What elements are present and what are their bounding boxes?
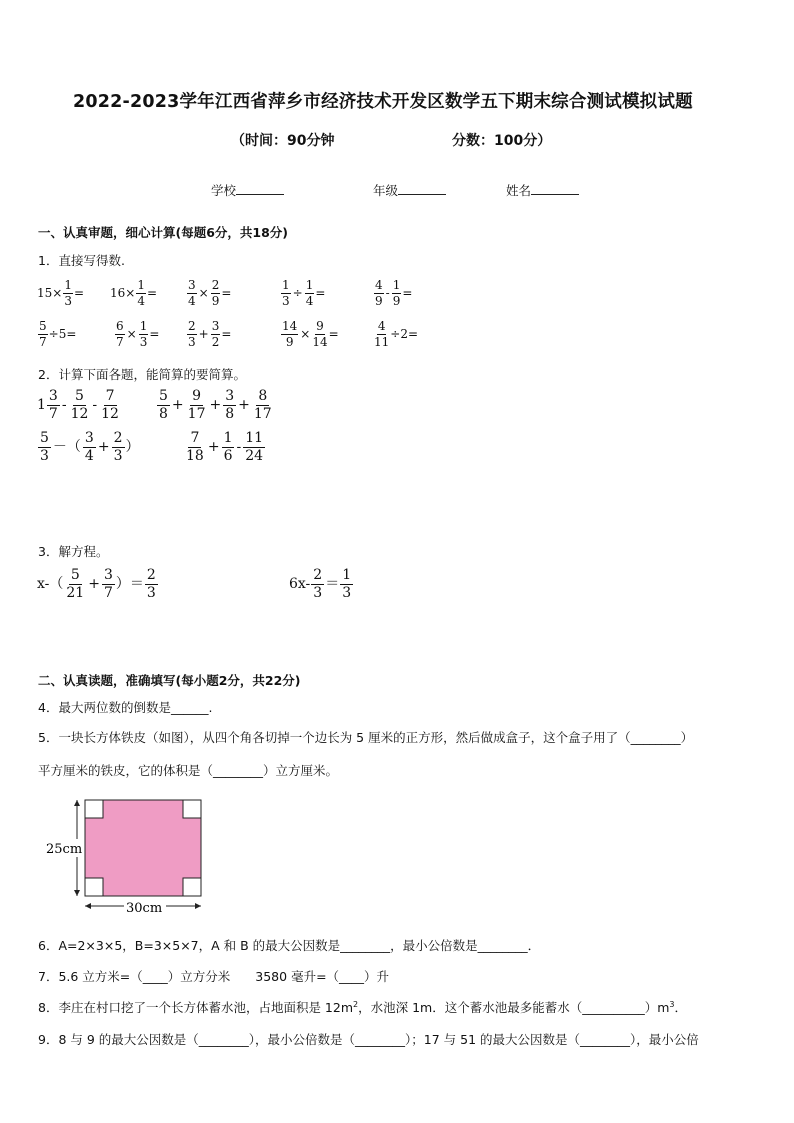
q6: 6．A=2×3×5，B=3×5×7，A 和 B 的最大公因数是________，最小公倍数是________． — [38, 938, 541, 953]
q2-expression: $\frac{5}{8}$ + $\frac{9}{17}$ + $\frac{3}{8}$ + $\frac{8}{17}$ — [159, 388, 272, 422]
name-blank[interactable] — [531, 182, 579, 195]
q5-line2: 平方厘米的铁皮，它的体积是（________）立方厘米。 — [38, 763, 339, 778]
q1-item: $\frac{5}{7}$ ÷5= — [39, 319, 77, 349]
q8 — [38, 998, 687, 1016]
width-label: 30cm — [126, 901, 163, 916]
height-label: 25cm — [46, 842, 83, 857]
exam-score: 分数：100分） — [452, 133, 552, 149]
arrow-up-icon — [74, 800, 80, 806]
q1-item: $\frac{6}{7}$ × $\frac{1}{3}$ = — [116, 319, 160, 349]
corner-square — [85, 878, 103, 896]
q4: 4．最大两位数的倒数是______. — [38, 700, 213, 715]
q2-expression: $\frac{7}{18}$ + $\frac{1}{6}$ - $\frac{11}{24}$ — [186, 430, 264, 464]
q3-label: 3．解方程。 — [38, 544, 109, 559]
name-label: 姓名 — [506, 183, 532, 198]
q8-main: 8．李庄在村口挖了一个长方体蓄水池，占地面积是 12m — [38, 1000, 354, 1015]
corner-square — [85, 800, 103, 818]
q5-line1: 5．一块长方体铁皮（如图），从四个角各切掉一个边长为 5 厘米的正方形，然后做成盒子，这个盒子用了（________） — [38, 730, 694, 745]
section2-heading: 二、认真读题，准确填写(每小题2分，共22分) — [38, 673, 301, 688]
corner-square — [183, 800, 201, 818]
q8-sup2: 3 — [669, 999, 675, 1009]
q1-item: 16× $\frac{1}{4}$ = — [110, 278, 158, 308]
q8-end: ． — [674, 1000, 687, 1015]
grade-blank[interactable] — [398, 182, 446, 195]
q1-item: $\frac{1}{3}$ ÷ $\frac{1}{4}$ = — [282, 278, 326, 308]
school-label: 学校 — [211, 183, 237, 198]
school-field[interactable] — [211, 181, 284, 199]
q1-item: $\frac{4}{9}$ - $\frac{1}{9}$ = — [375, 278, 413, 308]
school-blank[interactable] — [236, 182, 284, 195]
q1-item: $\frac{14}{9}$ × $\frac{9}{14}$ = — [282, 319, 339, 349]
q9: 9．8 与 9 的最大公因数是（________），最小公倍数是（________）；17 与 51 的最大公因数是（________），最小公倍 — [38, 1032, 699, 1047]
grade-label: 年级 — [373, 183, 399, 198]
q8-mid: ，水池深 1m．这个蓄水池最多能蓄水（__________）m — [358, 1000, 670, 1015]
arrow-right-icon — [195, 903, 201, 909]
q2-expression: 1 $\frac{3}{7}$ - $\frac{5}{12}$ - $\frac{7}{12}$ — [37, 388, 119, 422]
equation: x-（ $\frac{5}{21}$ + $\frac{3}{7}$ ）＝ $\frac{2}{3}$ — [37, 567, 156, 601]
q8-sup1: 2 — [353, 999, 359, 1009]
q1-item: 15× $\frac{1}{3}$ = — [37, 278, 85, 308]
q1-label: 1．直接写得数. — [38, 253, 125, 268]
q2-expression: $\frac{5}{3}$ －（ $\frac{3}{4}$ + $\frac{2}{3}$ ） — [40, 430, 140, 464]
q1-item: $\frac{4}{11}$ ÷2= — [374, 319, 419, 349]
corner-square — [183, 878, 201, 896]
q7: 7．5.6 立方米=（____）立方分米 3580 毫升=（____）升 — [38, 969, 390, 984]
q1-item: $\frac{2}{3}$ + $\frac{3}{2}$ = — [188, 319, 232, 349]
exam-time: （时间：90分钟 — [231, 133, 335, 149]
grade-field[interactable] — [373, 181, 446, 199]
arrow-left-icon — [85, 903, 91, 909]
q2-label: 2．计算下面各题，能简算的要简算。 — [38, 367, 246, 382]
section1-heading: 一、认真审题，细心计算(每题6分，共18分) — [38, 225, 289, 240]
sheet-diagram — [40, 795, 210, 920]
arrow-down-icon — [74, 890, 80, 896]
name-field[interactable] — [506, 181, 579, 199]
q1-item: $\frac{3}{4}$ × $\frac{2}{9}$ = — [188, 278, 232, 308]
equation: 6x- $\frac{2}{3}$ ＝ $\frac{1}{3}$ — [289, 567, 352, 601]
exam-title: 2022-2023学年江西省萍乡市经济技术开发区数学五下期末综合测试模拟试题 — [73, 92, 693, 112]
